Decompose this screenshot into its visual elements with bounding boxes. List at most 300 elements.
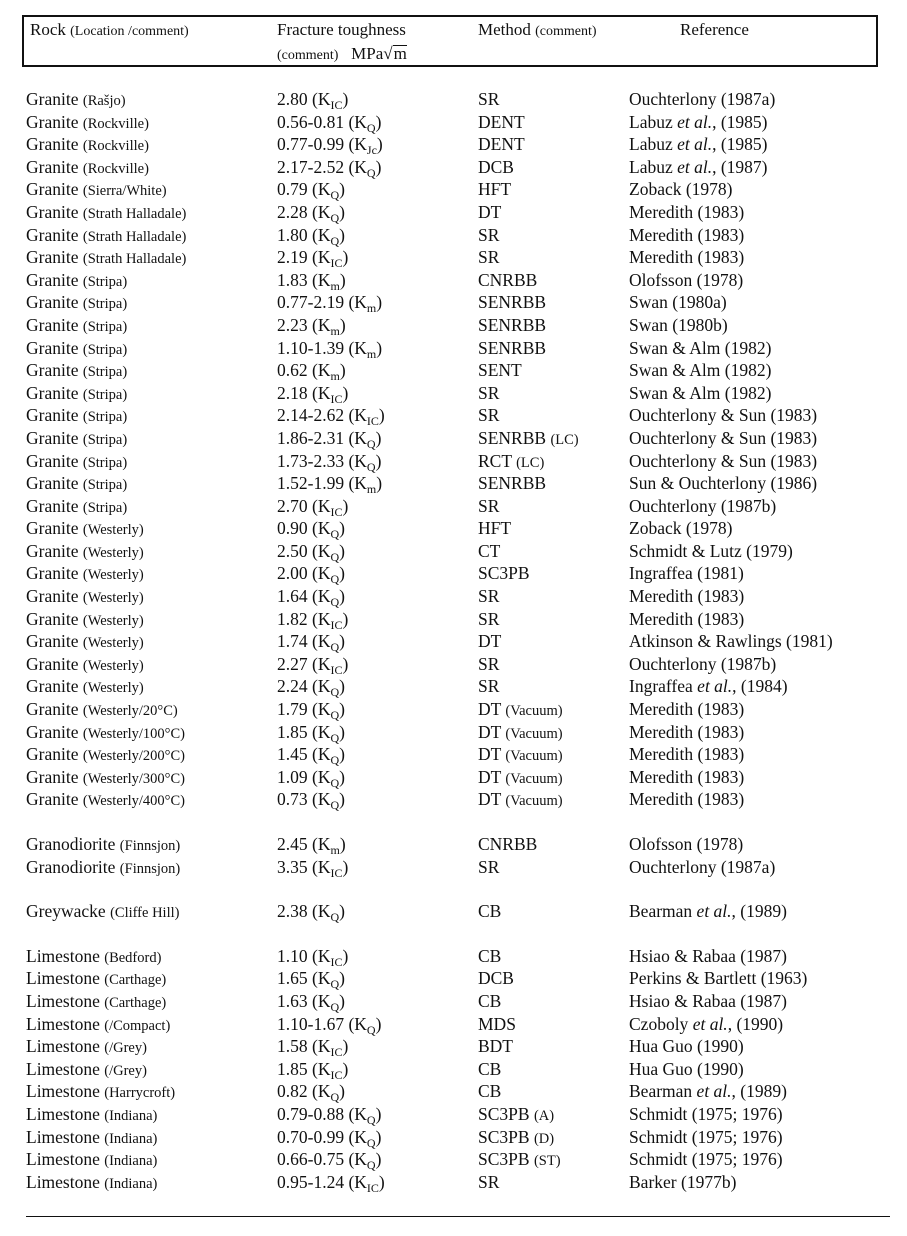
reference-value: Ingraffea et al., (1984) xyxy=(629,676,788,697)
toughness-cell xyxy=(277,766,345,791)
table-row xyxy=(0,246,907,269)
header-unit-prefix: MPa xyxy=(351,44,384,63)
toughness-value: 0.77-2.19 xyxy=(277,292,345,313)
method-value: DT xyxy=(478,631,502,652)
toughness-cell xyxy=(277,1013,381,1038)
rock-cell xyxy=(26,766,185,791)
toughness-cell xyxy=(277,1103,381,1128)
toughness-subscript: IC xyxy=(330,98,343,112)
rock-location: (Stripa) xyxy=(82,477,128,494)
toughness-k: $(K_Q)$ xyxy=(307,721,345,745)
reference-cell xyxy=(629,1126,783,1149)
toughness-subscript: Q xyxy=(330,527,340,542)
rock-cell xyxy=(26,472,127,497)
reference-cell xyxy=(629,562,744,585)
toughness-k: $(K_{IC})$ xyxy=(307,608,349,632)
toughness-subscript: IC xyxy=(330,1045,343,1060)
method-value: DT xyxy=(478,201,502,222)
reference-cell xyxy=(629,156,768,179)
reference-cell xyxy=(629,990,787,1013)
rock-name: Granite xyxy=(26,608,79,629)
method-cell xyxy=(478,337,546,360)
reference-cell xyxy=(629,269,743,292)
rock-location: (Carthage) xyxy=(104,994,167,1011)
rock-cell xyxy=(26,630,144,655)
table-row xyxy=(0,833,907,856)
reference-cell xyxy=(629,246,744,269)
method-value: SENRBB xyxy=(478,292,547,313)
reference-value: Ouchterlony (1987a) xyxy=(629,856,776,877)
toughness-value: 0.70-0.99 xyxy=(277,1126,345,1147)
method-cell xyxy=(478,967,514,990)
toughness-k: $(K_Q)$ xyxy=(344,111,382,135)
toughness-k: $(K_Q)$ xyxy=(307,540,345,564)
toughness-k: $(K_m)$ xyxy=(307,269,346,293)
toughness-subscript: Q xyxy=(330,549,340,564)
toughness-k: $(K_{IC})$ xyxy=(307,856,349,880)
table-row xyxy=(0,291,907,314)
rock-cell xyxy=(26,1171,157,1196)
method-comment: (LC) xyxy=(550,431,579,448)
toughness-k: $(K_Q)$ xyxy=(344,156,382,180)
method-value: SR xyxy=(478,856,500,877)
toughness-cell xyxy=(277,1148,381,1173)
table-row xyxy=(0,1013,907,1036)
rock-location: (Stripa) xyxy=(82,318,128,335)
method-comment: (ST) xyxy=(533,1153,561,1170)
rock-cell xyxy=(26,1103,157,1128)
rock-name: Granite xyxy=(26,653,79,674)
reference-cell xyxy=(629,517,733,540)
toughness-subscript: Q xyxy=(330,188,340,203)
toughness-subscript: IC xyxy=(330,954,343,969)
toughness-value: 1.85 xyxy=(277,721,308,742)
toughness-cell xyxy=(277,630,345,655)
toughness-subscript: Q xyxy=(366,1112,376,1127)
table-header xyxy=(22,15,878,67)
method-cell xyxy=(478,224,499,247)
rock-cell xyxy=(26,495,127,520)
table-row xyxy=(0,1171,907,1194)
table-gap xyxy=(0,878,907,900)
rock-name: Limestone xyxy=(26,1171,100,1192)
rock-cell xyxy=(26,133,149,158)
toughness-k: $(K_Q)$ xyxy=(344,427,382,451)
rock-name: Limestone xyxy=(26,945,100,966)
method-cell xyxy=(478,1171,499,1194)
reference-cell xyxy=(629,540,793,563)
rock-location: (Westerly) xyxy=(82,680,144,697)
rock-location: (Indiana) xyxy=(104,1175,158,1192)
method-cell xyxy=(478,1148,561,1173)
toughness-k: $(K_{IC})$ xyxy=(307,1036,349,1060)
header-toughness-comment: (comment) xyxy=(277,48,339,63)
toughness-k: $(K_Q)$ xyxy=(307,586,345,610)
reference-value: Meredith (1983) xyxy=(629,247,745,268)
reference-cell xyxy=(629,1103,783,1126)
toughness-k: $(K_{IC})$ xyxy=(307,382,349,406)
reference-value: Zoback (1978) xyxy=(629,518,733,539)
toughness-cell xyxy=(277,788,345,813)
method-comment: (Vacuum) xyxy=(505,725,563,742)
rock-name: Granite xyxy=(26,247,79,268)
toughness-cell xyxy=(277,111,381,136)
toughness-value: 1.65 xyxy=(277,968,308,989)
toughness-cell xyxy=(277,337,382,362)
method-value: SR xyxy=(478,653,500,674)
method-comment: (A) xyxy=(533,1107,555,1124)
toughness-cell xyxy=(277,967,345,992)
reference-value: Schmidt (1975; 1976) xyxy=(629,1149,783,1170)
method-cell xyxy=(478,540,500,563)
reference-cell xyxy=(629,111,768,134)
toughness-cell xyxy=(277,404,385,429)
toughness-k: $(K_m)$ xyxy=(307,360,346,384)
reference-cell xyxy=(629,743,744,766)
rock-cell xyxy=(26,88,126,113)
toughness-subscript: Q xyxy=(330,977,340,992)
toughness-value: 1.73-2.33 xyxy=(277,450,345,471)
rock-cell xyxy=(26,291,127,316)
toughness-value: 1.64 xyxy=(277,586,308,607)
method-cell xyxy=(478,88,499,111)
rock-location: (Stripa) xyxy=(82,431,128,448)
toughness-value: 2.17-2.52 xyxy=(277,156,345,177)
rock-cell xyxy=(26,314,127,339)
reference-value: Schmidt (1975; 1976) xyxy=(629,1103,783,1124)
method-cell xyxy=(478,743,563,768)
reference-et-al: et al. xyxy=(697,676,733,697)
rock-name: Granite xyxy=(26,495,79,516)
toughness-cell xyxy=(277,608,348,633)
rock-location: (Strath Halladale) xyxy=(82,205,187,222)
rock-cell xyxy=(26,721,185,746)
rock-name: Granite xyxy=(26,563,79,584)
rock-name: Granodiorite xyxy=(26,834,116,854)
rock-cell xyxy=(26,990,166,1015)
rock-location: (Stripa) xyxy=(82,454,128,471)
rock-name: Granite xyxy=(26,360,79,381)
reference-value: Czoboly et al., (1990) xyxy=(629,1013,784,1034)
method-cell xyxy=(478,856,499,879)
toughness-value: 1.10 xyxy=(277,945,308,966)
toughness-cell xyxy=(277,1035,348,1060)
table-row xyxy=(0,585,907,608)
method-cell xyxy=(478,608,499,631)
toughness-k: $(K_Q)$ xyxy=(307,766,345,790)
toughness-subscript: m xyxy=(330,369,340,384)
rock-location: (Westerly) xyxy=(82,522,144,539)
method-cell xyxy=(478,495,499,518)
method-cell xyxy=(478,314,546,337)
rock-name: Granite xyxy=(26,789,79,810)
reference-cell xyxy=(629,337,771,360)
toughness-value: 1.58 xyxy=(277,1036,308,1057)
method-cell xyxy=(478,766,563,791)
toughness-k: $(K_Q)$ xyxy=(307,1081,345,1105)
toughness-k: $(K_{IC})$ xyxy=(307,495,349,519)
method-cell xyxy=(478,675,499,698)
rock-name: Granite xyxy=(26,292,79,313)
toughness-value: 3.35 xyxy=(277,856,308,877)
toughness-value: 2.50 xyxy=(277,540,308,561)
toughness-cell xyxy=(277,833,346,858)
rock-cell xyxy=(26,743,185,768)
toughness-subscript: Q xyxy=(366,436,376,451)
reference-cell xyxy=(629,450,817,473)
method-value: DT xyxy=(478,789,502,810)
toughness-subscript: Q xyxy=(330,685,340,700)
method-value: DT xyxy=(478,721,502,742)
toughness-k: $(K_{IC})$ xyxy=(307,653,349,677)
reference-et-al: et al. xyxy=(692,1013,728,1034)
rock-location: (Sierra/White) xyxy=(82,183,167,200)
rock-cell xyxy=(26,246,186,271)
reference-value: Ouchterlony (1987a) xyxy=(629,89,776,109)
toughness-subscript: IC xyxy=(330,617,343,632)
rock-cell xyxy=(26,1080,175,1105)
toughness-cell xyxy=(277,224,345,249)
toughness-k: $(K_m)$ xyxy=(344,473,383,497)
method-value: CB xyxy=(478,945,502,966)
method-value: SR xyxy=(478,676,500,697)
reference-et-al: et al. xyxy=(696,901,732,922)
reference-value: Hua Guo (1990) xyxy=(629,1036,744,1057)
rock-location: (Stripa) xyxy=(82,341,128,358)
toughness-cell xyxy=(277,314,346,339)
bottom-rule xyxy=(26,1216,890,1217)
rock-name: Granite xyxy=(26,676,79,697)
method-cell xyxy=(478,404,499,427)
table-row xyxy=(0,743,907,766)
table-row xyxy=(0,427,907,450)
toughness-cell xyxy=(277,1126,381,1151)
method-cell xyxy=(478,630,501,653)
reference-cell xyxy=(629,945,787,968)
toughness-value: 0.82 xyxy=(277,1081,308,1102)
rock-cell xyxy=(26,540,144,565)
reference-value: Meredith (1983) xyxy=(629,699,745,720)
rock-name: Granodiorite xyxy=(26,856,116,877)
toughness-subscript: Q xyxy=(330,572,340,587)
table-row xyxy=(0,1058,907,1081)
reference-cell xyxy=(629,178,733,201)
method-cell xyxy=(478,653,499,676)
rock-cell xyxy=(26,833,180,858)
table-row xyxy=(0,900,907,923)
rock-cell xyxy=(26,111,149,136)
reference-value: Swan & Alm (1982) xyxy=(629,337,772,358)
table-row xyxy=(0,495,907,518)
toughness-cell xyxy=(277,698,345,723)
reference-value: Schmidt & Lutz (1979) xyxy=(629,540,793,561)
method-value: SR xyxy=(478,247,500,268)
toughness-subscript: Q xyxy=(330,595,340,610)
toughness-value: 1.10-1.39 xyxy=(277,337,345,358)
reference-cell xyxy=(629,314,728,337)
rock-name: Granite xyxy=(26,450,79,471)
toughness-subscript: m xyxy=(366,346,377,361)
toughness-subscript: Q xyxy=(366,1135,376,1150)
reference-cell xyxy=(629,382,771,405)
method-cell xyxy=(478,111,525,134)
reference-cell xyxy=(629,495,776,518)
method-value: SENRBB xyxy=(478,473,547,494)
table-gap xyxy=(0,923,907,945)
rock-location: (Westerly/400°C) xyxy=(82,793,185,810)
toughness-cell xyxy=(277,269,346,294)
method-cell xyxy=(478,1058,501,1081)
reference-cell xyxy=(629,585,744,608)
rock-name: Granite xyxy=(26,699,79,720)
reference-cell xyxy=(629,359,771,382)
method-value: SENT xyxy=(478,360,522,381)
reference-value: Meredith (1983) xyxy=(629,789,745,810)
toughness-cell xyxy=(277,743,345,768)
reference-cell xyxy=(629,133,768,156)
method-value: CB xyxy=(478,901,502,922)
reference-value: Swan (1980b) xyxy=(629,314,728,335)
toughness-k: $(K_Q)$ xyxy=(344,450,382,474)
rock-name: Limestone xyxy=(26,1036,100,1057)
toughness-cell xyxy=(277,562,345,587)
reference-value: Ouchterlony (1987b) xyxy=(629,653,777,674)
toughness-k: $(K_Q)$ xyxy=(307,968,345,992)
toughness-value: 2.27 xyxy=(277,653,308,674)
reference-value: Meredith (1983) xyxy=(629,224,745,245)
toughness-value: 1.86-2.31 xyxy=(277,427,345,448)
toughness-value: 1.10-1.67 xyxy=(277,1013,345,1034)
method-cell xyxy=(478,1035,513,1058)
rock-location: (Westerly/300°C) xyxy=(82,770,185,787)
method-cell xyxy=(478,990,501,1013)
toughness-value: 2.18 xyxy=(277,382,308,403)
rock-cell xyxy=(26,427,127,452)
toughness-subscript: m xyxy=(366,482,377,497)
rock-location: (Strath Halladale) xyxy=(82,251,187,268)
rock-cell xyxy=(26,337,127,362)
toughness-value: 0.56-0.81 xyxy=(277,111,345,132)
table-row xyxy=(0,856,907,879)
toughness-subscript: Q xyxy=(330,798,340,813)
reference-cell xyxy=(629,404,817,427)
rock-cell xyxy=(26,788,185,813)
rock-cell xyxy=(26,675,144,700)
method-value: SR xyxy=(478,608,500,629)
toughness-subscript: Q xyxy=(366,459,376,474)
toughness-cell xyxy=(277,359,346,384)
rock-name: Granite xyxy=(26,111,79,132)
method-value: DCB xyxy=(478,156,514,177)
toughness-value: 0.79 xyxy=(277,179,308,200)
table-row xyxy=(0,967,907,990)
toughness-k: $(K_Q)$ xyxy=(307,631,345,655)
toughness-subscript: Q xyxy=(330,233,340,248)
rock-name: Granite xyxy=(26,201,79,222)
method-cell xyxy=(478,156,514,179)
toughness-subscript: IC xyxy=(366,1180,379,1195)
reference-value: Perkins & Bartlett (1963) xyxy=(629,968,808,989)
reference-cell xyxy=(629,608,744,631)
method-cell xyxy=(478,427,579,452)
reference-cell xyxy=(629,1080,787,1103)
rock-name: Limestone xyxy=(26,1081,100,1102)
toughness-k: $(K_Q)$ xyxy=(307,676,345,700)
rock-name: Limestone xyxy=(26,1103,100,1124)
toughness-value: 2.38 xyxy=(277,901,308,922)
rock-cell xyxy=(26,698,178,723)
method-value: SC3PB xyxy=(478,1103,530,1124)
reference-cell xyxy=(629,224,744,247)
rock-name: Granite xyxy=(26,427,79,448)
toughness-k: $(K_Q)$ xyxy=(307,179,345,203)
method-comment: (Vacuum) xyxy=(505,748,563,765)
reference-value: Olofsson (1978) xyxy=(629,834,744,854)
rock-name: Granite xyxy=(26,134,79,155)
toughness-cell xyxy=(277,856,348,881)
rock-name: Granite xyxy=(26,473,79,494)
toughness-subscript: Q xyxy=(330,640,340,655)
table-row xyxy=(0,1126,907,1149)
toughness-value: 1.85 xyxy=(277,1058,308,1079)
toughness-subscript: Q xyxy=(366,165,376,180)
toughness-cell xyxy=(277,945,348,970)
method-cell xyxy=(478,472,546,495)
toughness-cell xyxy=(277,1058,348,1083)
toughness-subscript: IC xyxy=(330,1067,343,1082)
rock-name: Limestone xyxy=(26,968,100,989)
rock-location: (Stripa) xyxy=(82,386,128,403)
rock-location: (Westerly) xyxy=(82,567,144,584)
reference-value: Schmidt (1975; 1976) xyxy=(629,1126,783,1147)
method-cell xyxy=(478,269,537,292)
toughness-cell xyxy=(277,675,345,700)
table-row xyxy=(0,404,907,427)
rock-name: Granite xyxy=(26,337,79,358)
rock-location: (Indiana) xyxy=(104,1153,158,1170)
method-value: DT xyxy=(478,699,502,720)
rock-location: (Westerly/100°C) xyxy=(82,725,185,742)
rock-name: Limestone xyxy=(26,1126,100,1147)
rock-cell xyxy=(26,856,180,881)
rock-cell xyxy=(26,900,179,925)
toughness-value: 0.62 xyxy=(277,360,308,381)
table-row xyxy=(0,359,907,382)
rock-cell xyxy=(26,359,127,384)
reference-value: Olofsson (1978) xyxy=(629,269,744,290)
method-comment: (Vacuum) xyxy=(505,770,563,787)
rock-cell xyxy=(26,178,167,203)
method-value: RCT xyxy=(478,450,512,471)
toughness-subscript: Q xyxy=(366,120,376,135)
toughness-subscript: Q xyxy=(330,753,340,768)
header-unit-root: √ xyxy=(383,44,393,63)
toughness-cell xyxy=(277,540,345,565)
header-unit-root-m: m xyxy=(393,44,407,63)
rock-name: Granite xyxy=(26,156,79,177)
rock-location: (Harrycroft) xyxy=(104,1085,176,1102)
reference-value: Ouchterlony & Sun (1983) xyxy=(629,405,818,426)
rock-cell xyxy=(26,585,144,610)
reference-et-al: et al. xyxy=(696,1081,732,1102)
toughness-subscript: Q xyxy=(330,210,340,225)
method-value: SENRBB xyxy=(478,337,547,358)
table-row xyxy=(0,269,907,292)
method-value: HFT xyxy=(478,179,512,200)
toughness-value: 2.23 xyxy=(277,314,308,335)
toughness-value: 2.19 xyxy=(277,247,308,268)
reference-cell xyxy=(629,900,787,923)
